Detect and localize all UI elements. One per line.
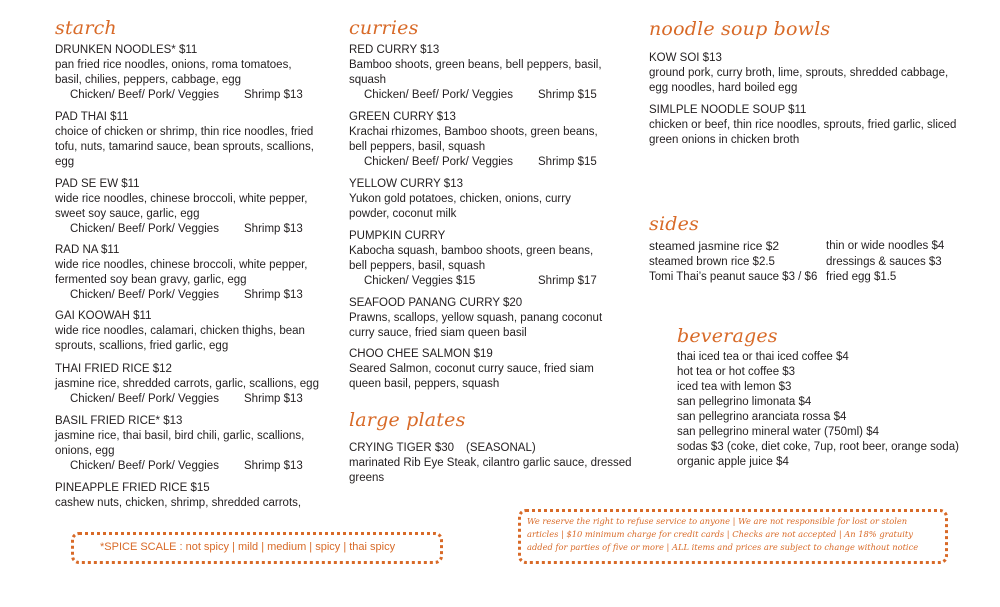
menu-item: DRUNKEN NOODLES* $11 pan fried rice noodles, onions, roma tomatoes, basil, chilies, peppers, cabbage, egg Chicken/ Beef/ Pork/ Veggies Shrimp $13 [55, 44, 303, 101]
menu-item: CRYING TIGER $30 (SEASONAL) marinated Rib Eye Steak, cilantro garlic sauce, dressed greens [349, 442, 632, 484]
side-item: steamed brown rice $2.5 [649, 256, 775, 268]
side-item: thin or wide noodles $4 [826, 240, 945, 252]
section-title-noodle-soup: noodle soup bowls [649, 18, 831, 40]
menu-item: YELLOW CURRY $13 Yukon gold potatoes, chicken, onions, curry powder, coconut milk [349, 178, 571, 220]
policy-notice: We reserve the right to refuse service to anyone | We are not responsible for lost or stolen articles | $10 minimum charge for credit cards | Checks are not accepted | An 18% gratuity added for parties of five or more | ALL items and prices are subject to change without notice [527, 516, 919, 552]
beverage-item: thai iced tea or thai iced coffee $4 [677, 351, 849, 363]
section-title-beverages: beverages [677, 325, 778, 347]
menu-item: PUMPKIN CURRY Kabocha squash, bamboo shoots, green beans, bell peppers, basil, squash Chicken/ Veggies $15 Shrimp $17 [349, 230, 597, 287]
side-item: Tomi Thai’s peanut sauce $3 / $6 [649, 271, 818, 283]
beverage-item: hot tea or hot coffee $3 [677, 366, 796, 378]
menu-item: RED CURRY $13 Bamboo shoots, green beans, bell peppers, basil, squash Chicken/ Beef/ Pork/ Veggies Shrimp $15 [349, 44, 602, 101]
menu-item: CHOO CHEE SALMON $19 Seared Salmon, coconut curry sauce, fried siam queen basil, peppers, squash [349, 348, 594, 390]
menu-item: KOW SOI $13 ground pork, curry broth, lime, sprouts, shredded cabbage, egg noodles, hard boiled egg [649, 52, 949, 94]
section-title-starch: starch [55, 17, 117, 39]
side-item: fried egg $1.5 [826, 271, 897, 283]
section-title-large-plates: large plates [349, 409, 466, 431]
menu-item: RAD NA $11 wide rice noodles, chinese broccoli, white pepper, fermented soy bean gravy, garlic, egg Chicken/ Beef/ Pork/ Veggies Shrimp $13 [55, 244, 308, 301]
menu-item: PAD SE EW $11 wide rice noodles, chinese broccoli, white pepper, sweet soy sauce, garlic, egg Chicken/ Beef/ Pork/ Veggies Shrimp $13 [55, 178, 308, 235]
section-title-curries: curries [349, 17, 419, 39]
beverage-item: organic apple juice $4 [677, 456, 789, 468]
side-item: steamed jasmine rice $2 [649, 239, 780, 253]
menu-item: THAI FRIED RICE $12 jasmine rice, shredded carrots, garlic, scallions, egg Chicken/ Beef/ Pork/ Veggies Shrimp $13 [55, 363, 319, 405]
beverage-item: sodas $3 (coke, diet coke, 7up, root beer, orange soda) [677, 441, 959, 453]
side-item: dressings & sauces $3 [826, 256, 942, 268]
menu-item: SEAFOOD PANANG CURRY $20 Prawns, scallops, yellow squash, panang coconut curry sauce, fried siam queen basil [349, 297, 603, 339]
menu-item: BASIL FRIED RICE* $13 jasmine rice, thai basil, bird chili, garlic, scallions, onions, egg Chicken/ Beef/ Pork/ Veggies Shrimp $13 [55, 415, 305, 472]
section-title-sides: sides [649, 213, 699, 235]
beverage-item: san pellegrino limonata $4 [677, 396, 812, 408]
menu-item: SIMLPLE NOODLE SOUP $11 chicken or beef, thin rice noodles, sprouts, fried garlic, sliced green onions in chicken broth [649, 104, 957, 146]
menu-item: PINEAPPLE FRIED RICE $15 cashew nuts, chicken, shrimp, shredded carrots, [55, 482, 302, 509]
spice-scale: *SPICE SCALE : not spicy | mild | medium | spicy | thai spicy [100, 541, 396, 553]
beverage-item: san pellegrino mineral water (750ml) $4 [677, 426, 879, 438]
menu-item: GAI KOOWAH $11 wide rice noodles, calamari, chicken thighs, bean sprouts, scallions, fried garlic, egg [55, 310, 305, 352]
beverage-item: san pellegrino aranciata rossa $4 [677, 411, 847, 423]
menu-item: PAD THAI $11 choice of chicken or shrimp, thin rice noodles, fried tofu, nuts, tamarind sauce, bean sprouts, scallions, egg [55, 111, 314, 168]
beverage-item: iced tea with lemon $3 [677, 381, 792, 393]
menu-item: GREEN CURRY $13 Krachai rhizomes, Bamboo shoots, green beans, bell peppers, basil, squash Chicken/ Beef/ Pork/ Veggies Shrimp $15 [349, 111, 598, 168]
